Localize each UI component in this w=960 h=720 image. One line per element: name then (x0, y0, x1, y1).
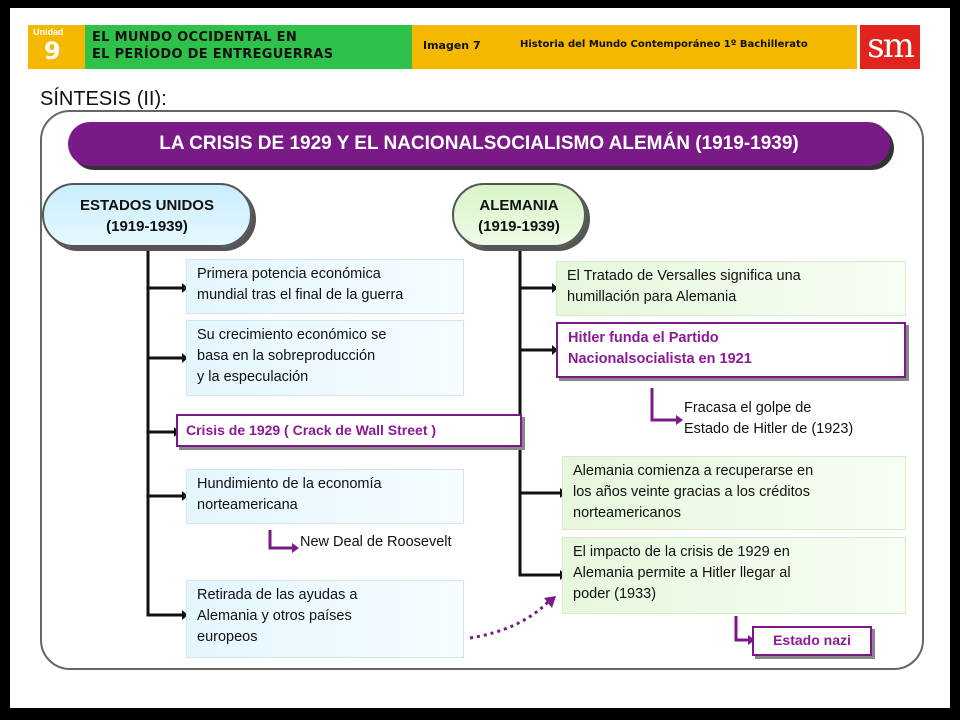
unit-title-line1: EL MUNDO OCCIDENTAL EN (92, 30, 298, 45)
germany-item-hitler-party (556, 322, 906, 378)
usa-item-new-deal: New Deal de Roosevelt (300, 534, 452, 550)
unit-title-line2: EL PERÍODO DE ENTREGUERRAS (92, 47, 334, 62)
section-subtitle: SÍNTESIS (II): (40, 88, 167, 110)
germany-heading (452, 183, 586, 247)
usa-item-2-line1: Su crecimiento económico se (197, 327, 387, 343)
usa-item-2-line2: basa en la sobreproducción (197, 348, 376, 364)
germany-item-3-line1: Alemania comienza a recuperarse en (573, 463, 814, 479)
usa-heading-line2: (1919-1939) (106, 218, 188, 235)
unit-number: 9 (44, 37, 61, 65)
usa-item-1-line1: Primera potencia económica (197, 266, 381, 282)
germany-item-failed-coup (684, 398, 853, 440)
usa-item-4-line2: norteamericana (197, 497, 298, 513)
usa-item-1-line2: mundial tras el final de la guerra (197, 287, 404, 303)
usa-heading-line1: ESTADOS UNIDOS (80, 197, 214, 214)
germany-heading-line1: ALEMANIA (479, 197, 559, 214)
usa-item-crisis-1929: Crisis de 1929 ( Crack de Wall Street ) (176, 414, 522, 447)
germany-item-4-line2: Alemania permite a Hitler llegar al (573, 565, 791, 581)
usa-item-1 (186, 259, 464, 314)
image-label: Imagen 7 (423, 39, 481, 52)
germany-item-4-line1: El impacto de la crisis de 1929 en (573, 544, 790, 560)
germany-item-1 (556, 261, 906, 316)
usa-item-4-line1: Hundimiento de la economía (197, 476, 382, 492)
unit-label: Unidad (33, 27, 64, 37)
usa-item-5-line3: europeos (197, 629, 258, 645)
usa-item-2-line3: y la especulación (197, 369, 309, 385)
germany-item-2-sub-line2: Estado de Hitler de (1923) (684, 421, 854, 437)
germany-heading-line2: (1919-1939) (478, 218, 560, 235)
course-label: Historia del Mundo Contemporáneo 1º Bachillerato (520, 39, 808, 50)
germany-item-3-line3: norteamericanos (573, 505, 681, 521)
germany-item-4-line3: poder (1933) (573, 586, 657, 602)
germany-item-1-line1: El Tratado de Versalles significa una (567, 268, 801, 284)
germany-item-4 (562, 537, 906, 614)
germany-item-3-line2: los años veinte gracias a los créditos (573, 484, 810, 500)
usa-item-5-line1: Retirada de las ayudas a (197, 587, 358, 603)
usa-item-4 (186, 469, 464, 524)
germany-item-2-line1: Hitler funda el Partido (568, 330, 719, 346)
usa-item-5 (186, 580, 464, 658)
germany-item-nazi-state: Estado nazi (752, 626, 872, 656)
germany-item-2-line2: Nacionalsocialista en 1921 (568, 351, 752, 367)
germany-item-3 (562, 456, 906, 530)
publisher-logo: sm (860, 25, 920, 69)
usa-item-2 (186, 320, 464, 396)
germany-item-1-line2: humillación para Alemania (567, 289, 737, 305)
usa-item-5-line2: Alemania y otros países (197, 608, 352, 624)
usa-heading (42, 183, 252, 247)
main-title: LA CRISIS DE 1929 Y EL NACIONALSOCIALISMO ALEMÁN (1919-1939) (68, 122, 890, 166)
germany-item-2-sub-line1: Fracasa el golpe de (684, 400, 812, 416)
